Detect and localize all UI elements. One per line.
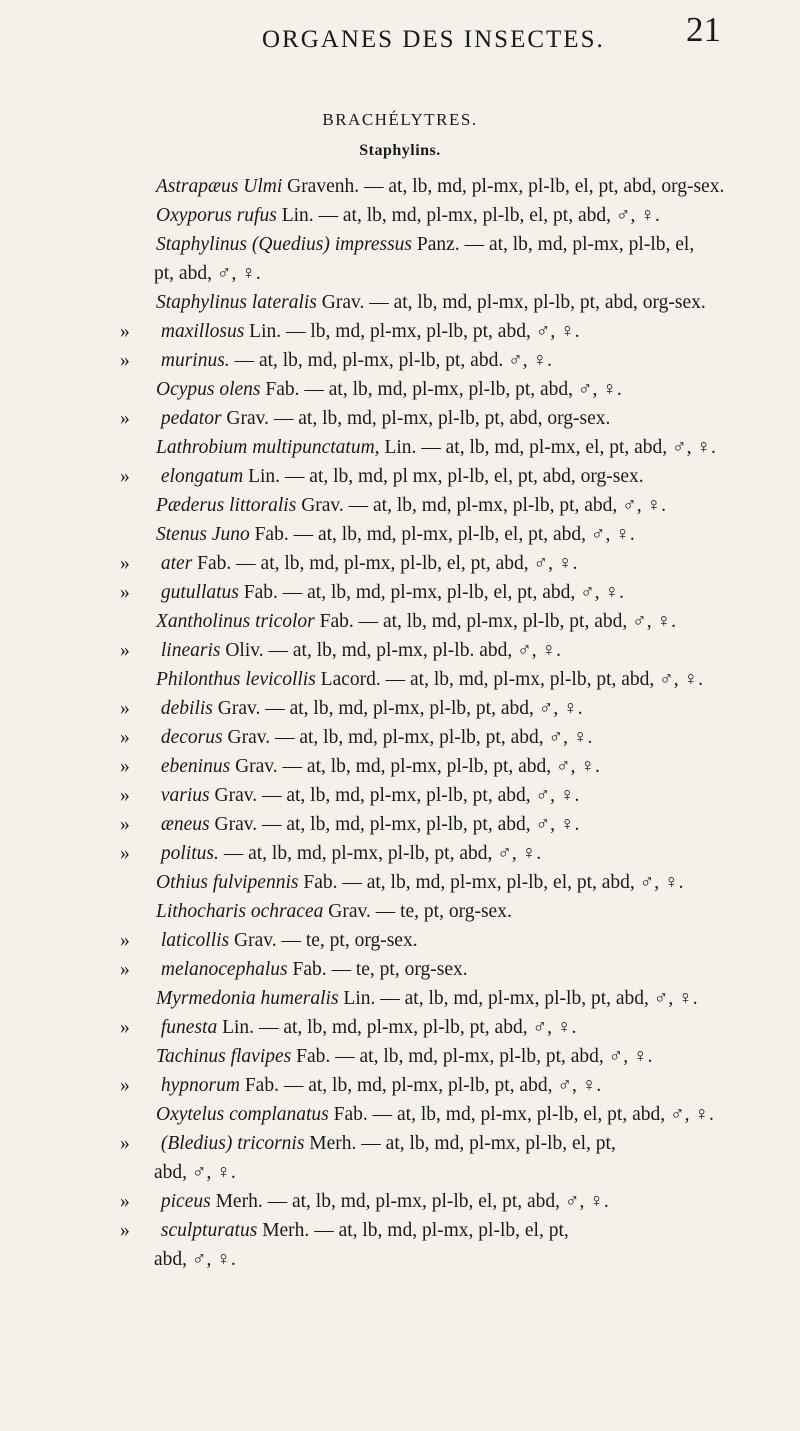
organ-list: — at, lb, md, pl mx, pl-lb, el, pt, abd, org-sex. <box>280 466 644 487</box>
ditto-mark: » <box>120 843 130 864</box>
species-name: Ulmi <box>243 176 283 197</box>
author-name: Lin. <box>281 205 314 226</box>
author-name: Fab. <box>319 611 354 632</box>
list-item <box>112 1042 752 1071</box>
list-item <box>112 404 752 433</box>
organ-list: — at, lb, md, pl-mx, pl-lb, pt, abd, ♂, ♀. <box>254 1017 577 1038</box>
species-name: maxillosus <box>160 321 245 342</box>
author-name: Fab. <box>254 524 289 545</box>
species-name: rufus <box>236 205 277 226</box>
species-name: humeralis <box>260 988 339 1009</box>
list-item <box>112 578 752 607</box>
author-name: Lin. <box>384 437 417 458</box>
organ-list: — at, lb, md, pl-mx, pl-lb, pt, abd, ♂, ♀. <box>257 814 580 835</box>
author-name: Lin. <box>248 466 281 487</box>
list-item <box>112 955 752 984</box>
list-item <box>112 752 752 781</box>
page-number: 21 <box>686 10 721 49</box>
author-name: Grav. <box>321 292 365 313</box>
author-name: Grav. <box>328 901 371 922</box>
ditto-mark: » <box>120 698 130 719</box>
species-name: linearis <box>160 640 221 661</box>
organ-list: — at, lb, md, pl-mx, pl-lb, pt, abd, ♂, ♀. <box>277 756 600 777</box>
author-name: Fab. <box>333 1104 368 1125</box>
list-item <box>112 868 752 897</box>
genus-name: Othius <box>156 872 209 893</box>
list-item <box>112 549 752 578</box>
species-name: decorus <box>160 727 223 748</box>
ditto-mark: » <box>120 466 130 487</box>
list-item <box>112 433 752 462</box>
list-item <box>112 607 752 636</box>
list-item <box>112 375 752 404</box>
ditto-mark: » <box>120 1133 130 1154</box>
species-name: debilis <box>160 698 213 719</box>
ditto-mark: » <box>120 1017 130 1038</box>
running-title: ORGANES DES INSECTES. <box>262 26 605 53</box>
organ-list: — at, lb, md, pl-mx, pl-lb, el, pt, abd, ♂, ♀. <box>367 1104 714 1125</box>
author-name: Fab. <box>265 379 300 400</box>
species-name: olens <box>219 379 261 400</box>
author-name: Merh. <box>309 1133 357 1154</box>
species-name: tricornis <box>237 1133 305 1154</box>
organ-list: — lb, md, pl-mx, pl-lb, pt, abd, ♂, ♀. <box>281 321 580 342</box>
species-name: politus. <box>160 843 219 864</box>
list-item <box>112 1013 752 1042</box>
list-item <box>112 1100 752 1129</box>
organ-list: — at, lb, md, pl-mx, pl-lb, el, pt, abd, ♂, ♀. <box>337 872 684 893</box>
list-item <box>112 723 752 752</box>
ditto-mark: » <box>120 814 130 835</box>
species-name: elongatum <box>160 466 244 487</box>
organ-list: — at, lb, md, pl-mx, pl-lb, el, pt, abd, org-sex. <box>359 176 725 197</box>
organ-list: — at, lb, md, pl-mx, pl-lb, pt, abd, org-sex. <box>364 292 706 313</box>
list-item <box>112 897 752 926</box>
author-name: Lin. <box>343 988 376 1009</box>
species-name: impressus <box>334 234 413 255</box>
list-item-continuation: pt, abd, ♂, ♀. <box>154 263 261 284</box>
family-title: Staphylins. <box>359 142 441 159</box>
genus-name: Lithocharis <box>156 901 246 922</box>
list-item <box>112 839 752 868</box>
ditto-mark: » <box>120 756 130 777</box>
author-name: Lacord. <box>320 669 381 690</box>
organ-list: — at, lb, md, pl-mx, pl-lb, pt, abd. ♂, ♀. <box>234 350 552 371</box>
list-item <box>112 172 752 201</box>
organ-list: — te, pt, org-sex. <box>370 901 512 922</box>
organ-list: — at, lb, md, pl-mx, pl-lb, pt, abd, ♂, ♀. <box>299 379 622 400</box>
species-name: fulvipennis <box>212 872 299 893</box>
list-item <box>112 636 752 665</box>
list-item <box>112 462 752 491</box>
list-item <box>112 1216 752 1245</box>
species-name: piceus <box>160 1191 211 1212</box>
list-item <box>112 201 752 230</box>
author-name: Fab. <box>244 1075 279 1096</box>
author-name: Panz. <box>416 234 460 255</box>
organ-list: — at, lb, md, pl-mx, pl-lb, pt, abd, ♂, ♀. <box>343 495 667 516</box>
species-name: gutullatus <box>160 582 239 603</box>
author-name: Lin. <box>222 1017 255 1038</box>
organ-list: — at, lb, md, pl-mx, pl-lb, el, pt, abd, ♂, ♀. <box>277 582 624 603</box>
species-name: lateralis <box>251 292 317 313</box>
organ-list: — at, lb, md, pl-mx, pl-lb, pt, abd, ♂, ♀. <box>353 611 676 632</box>
organ-list: — at, lb, md, pl-mx, pl-lb, pt, abd, ♂, ♀. <box>330 1046 653 1067</box>
species-name: hypnorum <box>160 1075 240 1096</box>
list-item <box>112 665 752 694</box>
author-name: Gravenh. <box>287 176 360 197</box>
organ-list: — at, lb, md, pl-mx, pl-lb, el, pt, abd, ♂, ♀. <box>231 553 578 574</box>
species-name: Juno <box>211 524 250 545</box>
list-item <box>112 1129 752 1158</box>
organ-list: — te, pt, org-sex. <box>326 959 468 980</box>
author-name: Merh. <box>215 1191 263 1212</box>
ditto-mark: » <box>120 321 130 342</box>
genus-name: Staphylinus <box>156 234 247 255</box>
author-name: Fab. <box>292 959 327 980</box>
genus-name: Oxytelus <box>156 1104 225 1125</box>
genus-name: Staphylinus <box>156 292 247 313</box>
list-item <box>112 694 752 723</box>
author-name: Merh. <box>262 1220 310 1241</box>
organ-list: — at, lb, md, pl-mx, pl-lb, pt, abd, ♂, ♀. <box>260 698 583 719</box>
list-item <box>112 491 752 520</box>
organ-list: — at, lb, md, pl-mx, pl-lb, el, <box>459 234 695 255</box>
list-item <box>112 288 752 317</box>
organ-list: — at, lb, md, pl-mx, pl-lb, el, pt, abd, ♂, ♀. <box>262 1191 609 1212</box>
organ-list: — at, lb, md, pl-mx, pl-lb, el, pt, <box>309 1220 569 1241</box>
organ-list: — at, lb, md, pl-mx, pl-lb, pt, abd, ♂, ♀. <box>380 669 704 690</box>
author-name: Fab. <box>243 582 278 603</box>
list-item-continuation: abd, ♂, ♀. <box>154 1162 236 1183</box>
species-name: complanatus <box>229 1104 329 1125</box>
ditto-mark: » <box>120 350 130 371</box>
genus-name: Myrmedonia <box>156 988 256 1009</box>
ditto-mark: » <box>120 1075 130 1096</box>
organ-list: — at, lb, md, pl-mx, pl-lb, el, pt, abd, ♂, ♀. <box>313 205 660 226</box>
genus-name: Ocypus <box>156 379 215 400</box>
list-item <box>112 520 752 549</box>
species-name: æneus <box>160 814 210 835</box>
author-name: Fab. <box>197 553 232 574</box>
genus-name: Tachinus <box>156 1046 226 1067</box>
genus-name: Philonthus <box>156 669 241 690</box>
organ-list: — at, lb, md, pl-mx, pl-lb, el, pt, <box>356 1133 616 1154</box>
list-item <box>112 810 752 839</box>
organ-list: — at, lb, md, pl-mx, pl-lb, pt, abd, ♂, ♀. <box>223 843 542 864</box>
author-name: Oliv. <box>225 640 264 661</box>
organ-list: — at, lb, md, pl-mx, el, pt, abd, ♂, ♀. <box>416 437 716 458</box>
ditto-mark: » <box>120 582 130 603</box>
organ-list: — at, lb, md, pl-mx, pl-lb, pt, abd, ♂, ♀. <box>257 785 580 806</box>
list-item <box>112 781 752 810</box>
ditto-mark: » <box>120 640 130 661</box>
author-name: Grav. <box>227 727 271 748</box>
species-name: ater <box>160 553 193 574</box>
organ-list: — at, lb, md, pl-mx, pl-lb, pt, abd, org-sex. <box>269 408 611 429</box>
author-name: Grav. <box>214 814 258 835</box>
section-title: BRACHÉLYTRES. <box>322 110 478 129</box>
species-name: multipunctatum, <box>252 437 380 458</box>
species-name: ochracea <box>250 901 324 922</box>
ditto-mark: » <box>120 930 130 951</box>
subgenus-name: (Quedius) <box>251 234 330 255</box>
species-name: pedator <box>160 408 222 429</box>
list-item <box>112 346 752 375</box>
species-name: murinus. <box>160 350 230 371</box>
species-name: tricolor <box>255 611 315 632</box>
author-name: Grav. <box>301 495 344 516</box>
list-item <box>112 984 752 1013</box>
species-name: melanocephalus <box>160 959 288 980</box>
species-name: levicollis <box>245 669 316 690</box>
species-name: littoralis <box>229 495 297 516</box>
genus-name: Xantholinus <box>156 611 251 632</box>
author-name: Fab. <box>303 872 338 893</box>
genus-name: Lathrobium <box>156 437 248 458</box>
genus-name: Astrapæus <box>156 176 239 197</box>
organ-list: — at, lb, md, pl-mx, pl-lb. abd, ♂, ♀. <box>263 640 561 661</box>
genus-name: Oxyporus <box>156 205 232 226</box>
list-item <box>112 1187 752 1216</box>
author-name: Grav. <box>217 698 261 719</box>
species-name: funesta <box>160 1017 218 1038</box>
list-item-continuation: abd, ♂, ♀. <box>154 1249 236 1270</box>
list-item <box>112 230 752 259</box>
organ-list: — te, pt, org-sex. <box>276 930 418 951</box>
species-name: ebeninus <box>160 756 231 777</box>
species-name: laticollis <box>160 930 230 951</box>
author-name: Fab. <box>296 1046 331 1067</box>
subgenus-name: (Bledius) <box>160 1133 233 1154</box>
author-name: Grav. <box>234 930 277 951</box>
genus-name: Stenus <box>156 524 207 545</box>
list-item <box>112 926 752 955</box>
species-list <box>112 172 752 1274</box>
ditto-mark: » <box>120 553 130 574</box>
ditto-mark: » <box>120 408 130 429</box>
running-head <box>0 2 800 62</box>
species-name: varius <box>160 785 210 806</box>
author-name: Grav. <box>235 756 278 777</box>
species-name: sculpturatus <box>160 1220 258 1241</box>
ditto-mark: » <box>120 1220 130 1241</box>
author-name: Grav. <box>226 408 270 429</box>
genus-name: Pæderus <box>156 495 225 516</box>
author-name: Lin. <box>249 321 282 342</box>
list-item <box>112 1071 752 1100</box>
ditto-mark: » <box>120 1191 130 1212</box>
organ-list: — at, lb, md, pl-mx, pl-lb, pt, abd, ♂, ♀. <box>278 1075 602 1096</box>
organ-list: — at, lb, md, pl-mx, pl-lb, pt, abd, ♂, ♀. <box>375 988 698 1009</box>
ditto-mark: » <box>120 959 130 980</box>
organ-list: — at, lb, md, pl-mx, pl-lb, el, pt, abd, ♂, ♀. <box>288 524 635 545</box>
species-name: flavipes <box>230 1046 292 1067</box>
organ-list: — at, lb, md, pl-mx, pl-lb, pt, abd, ♂, ♀. <box>270 727 593 748</box>
author-name: Grav. <box>214 785 258 806</box>
list-item <box>112 317 752 346</box>
ditto-mark: » <box>120 727 130 748</box>
ditto-mark: » <box>120 785 130 806</box>
